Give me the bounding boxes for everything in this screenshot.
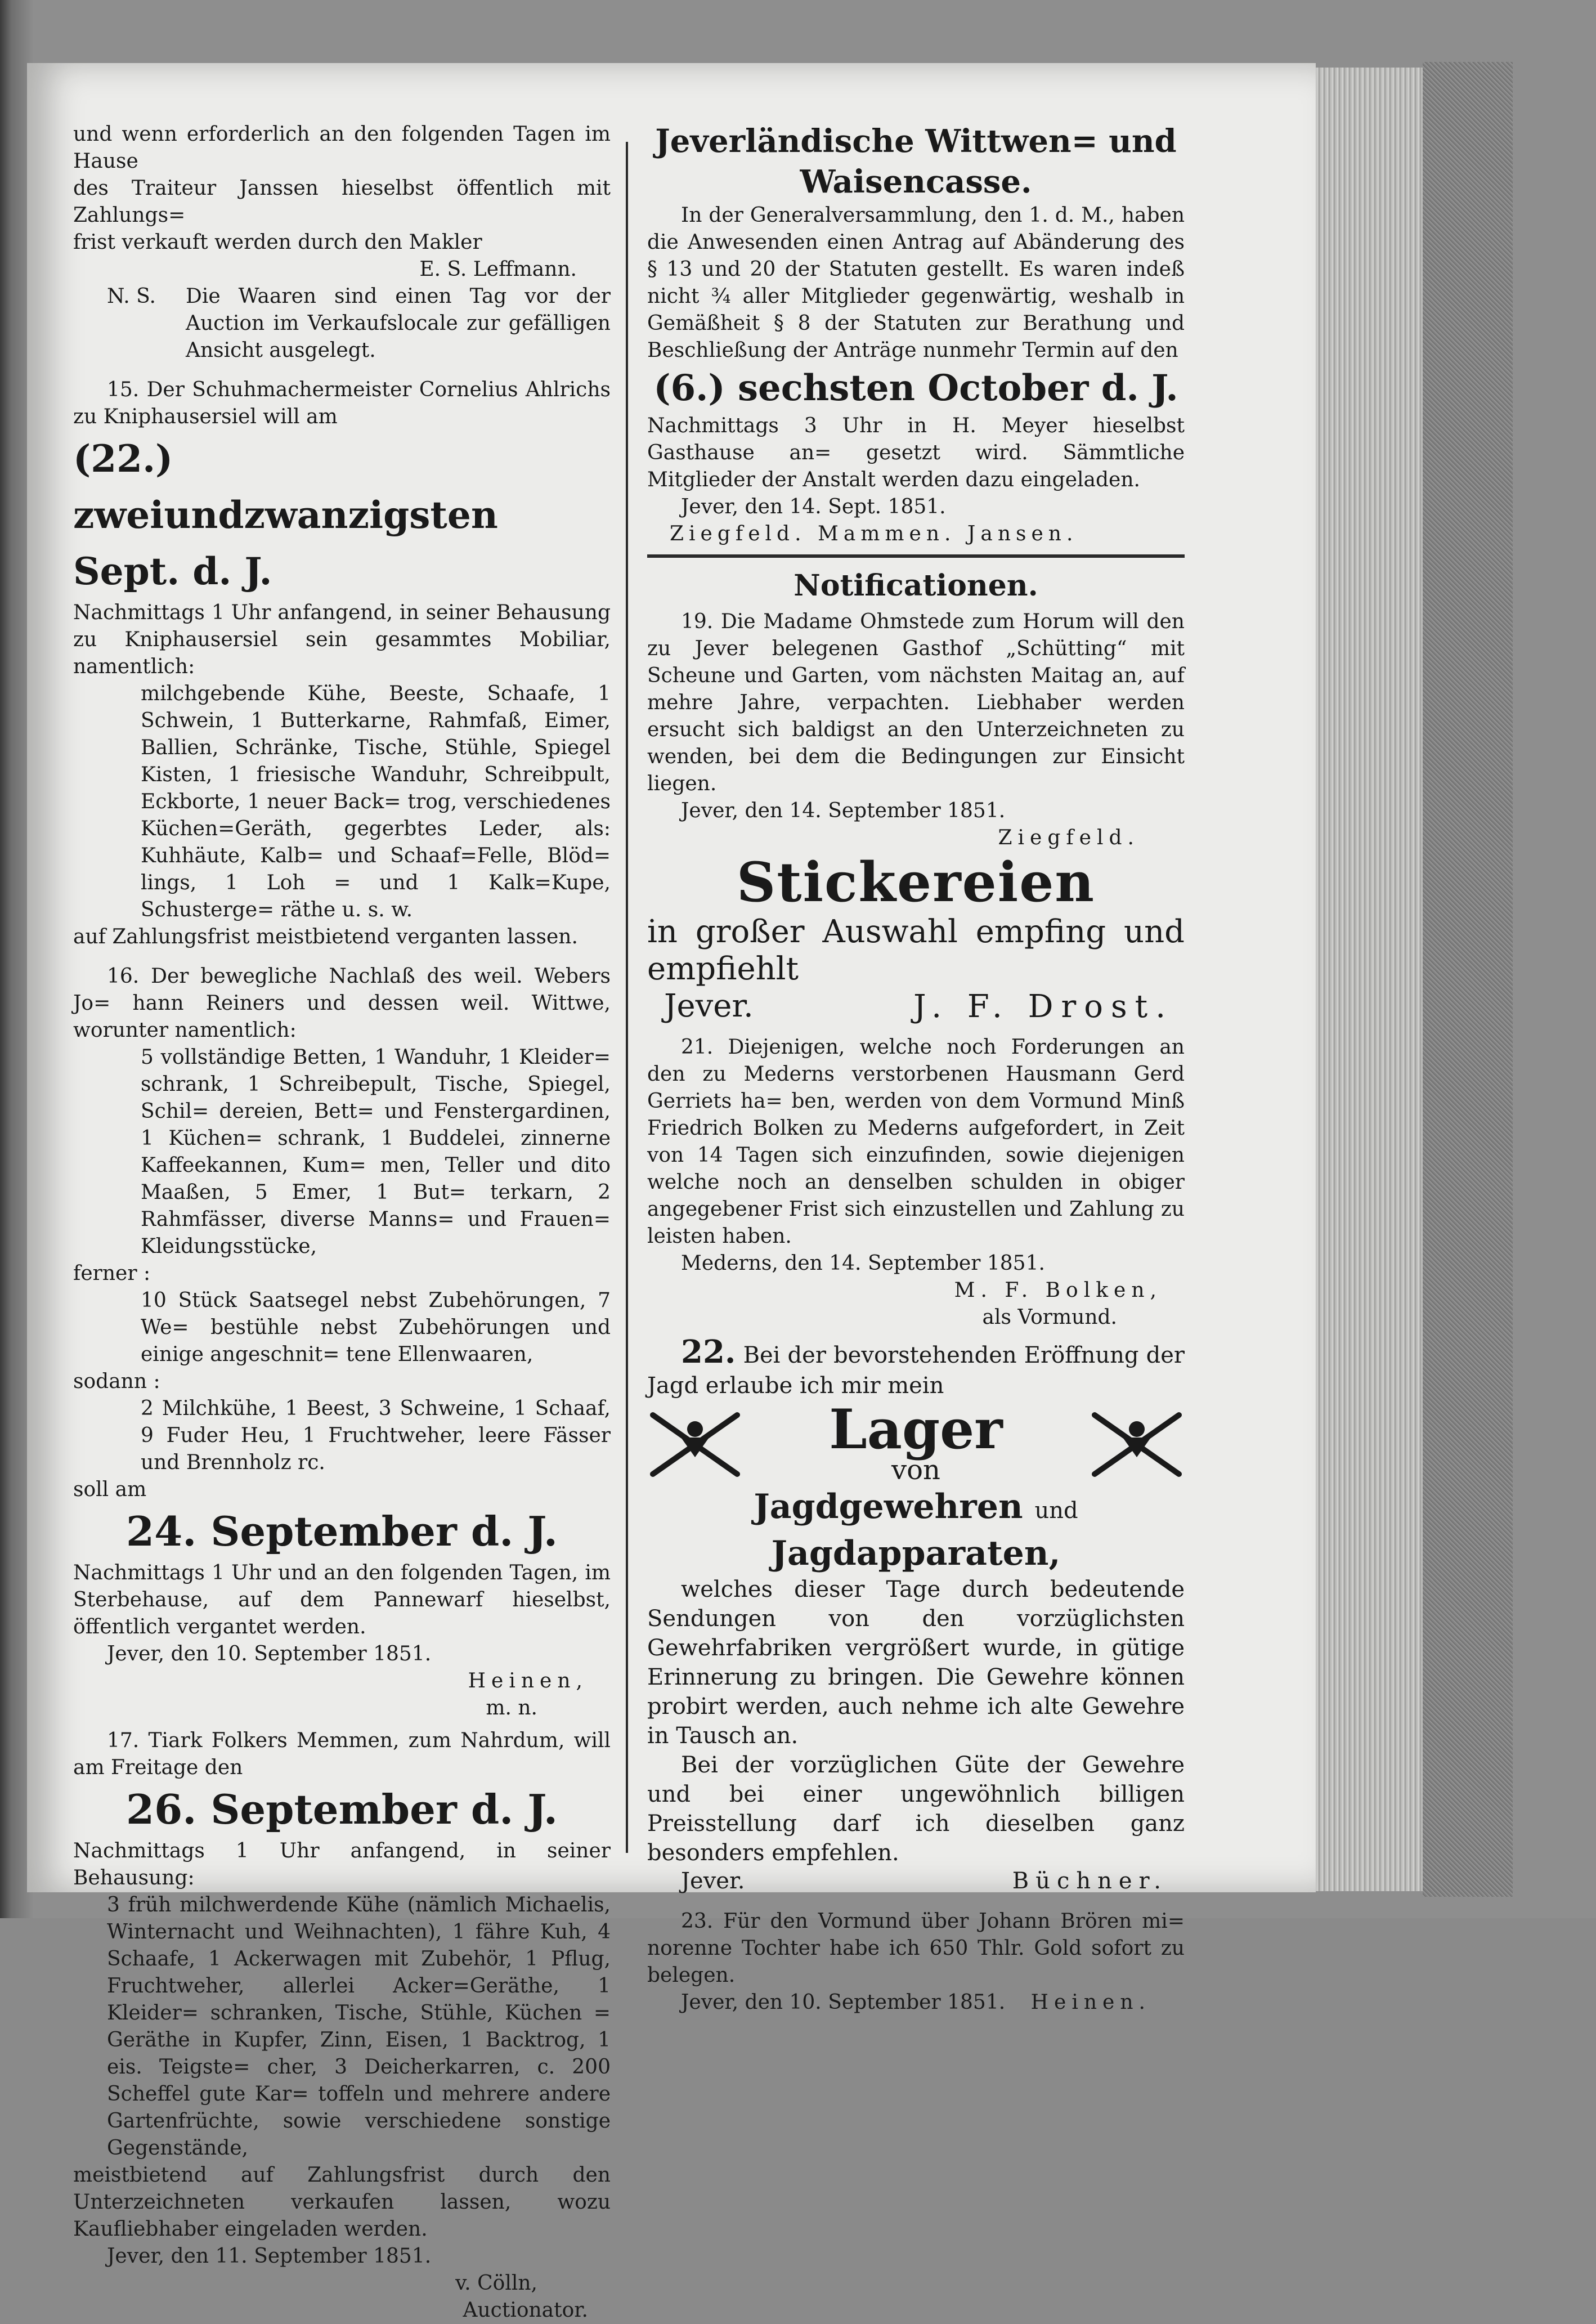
widows-fund-text-2: Nachmittags 3 Uhr in H. Meyer hieselbst Gasthause an= gesetzt wird. Sämmtliche Mitglieder der Anstalt werden dazu eingeladen. [647, 414, 1185, 491]
s15-date: (22.) zweiundzwanzigsten Sept. d. J. [73, 437, 498, 593]
s21-signature-2: als Vormund. [982, 1306, 1117, 1329]
s21-text: 21. Diejenigen, welche noch Forderungen an den zu Mederns verstorbenen Hausmann Gerd Gerriets ha= ben, werden von dem Vormund Minß Friedrich Bolken zu Mederns aufgefordert, in Zeit von 14 Tagen sich einzufinden, sowie diejenigen welche noch an denselben schulden in obiger angegebener Frist sich einzustellen und Zahlung zu leisten haben. [647, 1036, 1185, 1248]
s22-lead [647, 1333, 1185, 1401]
s17-date: 26. September d. J. [126, 1785, 558, 1833]
s16-date: 24. September d. J. [126, 1507, 558, 1555]
intro-signature: E. S. Leffmann. [419, 258, 577, 281]
s21-place: Mederns, den 14. September 1851. [681, 1252, 1045, 1275]
widows-fund-date: (6.) sechsten October d. J. [653, 367, 1178, 409]
s22-lead-text: Bei der bevorstehenden Eröffnung der Jagd erlaube ich mir mein [647, 1342, 1185, 1399]
s23-signature: Heinen. [1030, 1991, 1151, 2014]
s17-items: 3 früh milchwerdende Kühe (nämlich Michaelis, Winternacht und Weihnachten), 1 fähre Kuh, 4 Schaafe, 1 Ackerwagen mit Zubehör, 1 Pflug, Fruchtweher, allerlei Acker=Geräthe, 1 Kleider= schranken, Tische, Stühle, Küchen = Geräthe in Kupfer, Zinn, Eisen, 1 Backtrog, 1 eis. Teigste= cher, 3 Deicherkarren, c. 200 Scheffel gute Kar= toffeln und mehrere andere Gartenfrüchte, sowie verschiedene sonstige Gegenstände, [107, 1893, 611, 2160]
s23-place: Jever, den 10. September 1851. [681, 1991, 1006, 2014]
widows-fund-text: In der Generalversammlung, den 1. d. M., haben die Anwesenden einen Antrag auf Abänderung des § 13 und 20 der Statuten gestellt. Es waren indeß nicht ¾ aller Mitglieder gegenwärtig, weshalb in Gemäßheit § 8 der Statuten zur Berathung und Beschließung der Anträge nunmehr Termin auf den [647, 204, 1185, 362]
s16-soll: soll am [73, 1478, 147, 1501]
crossed-rifles-icon [1089, 1404, 1185, 1483]
ns-label: N. S. [107, 285, 156, 308]
s15-intro: Nachmittags 1 Uhr anfangend, in seiner Behausung zu Kniphausersiel sein gesammtes Mobiliar, namentlich: [73, 601, 611, 678]
section-rule [647, 554, 1185, 558]
embroidery-title: Stickereien [736, 850, 1096, 914]
embroidery-line-3: Jever. [664, 988, 754, 1024]
s22-number: 22. [681, 1333, 736, 1371]
book-cover-edge [1423, 62, 1513, 1897]
widows-fund-title-1: Jeverländische Wittwen= und [655, 123, 1177, 160]
ns-note [73, 283, 611, 364]
s22-place: Jever. [681, 1868, 745, 1894]
column-divider [626, 142, 628, 1853]
lager-center [829, 1398, 1003, 1486]
lager-von: von [891, 1454, 940, 1486]
s16-lead: 16. Der bewegliche Nachlaß des weil. Webers Jo= hann Reiners und dessen weil. Wittwe, worunter namentlich: [73, 965, 611, 1042]
s16-sodann: sodann : [73, 1370, 160, 1393]
s17-place: Jever, den 11. September 1851. [107, 2245, 432, 2268]
s16-text: Nachmittags 1 Uhr und an den folgenden Tagen, im Sterbehause, auf dem Pannewarf hieselbst, öffentlich vergantet werden. [73, 1561, 611, 1638]
s23-footer [647, 1989, 1185, 2016]
hunting-goods-line [647, 1485, 1185, 1575]
embroidery-line-2: empfiehlt [647, 951, 799, 987]
s17-intro: Nachmittags 1 Uhr anfangend, in seiner Behausung: [73, 1839, 611, 1889]
s16-signature: Heinen, [468, 1669, 588, 1692]
s16-items-1: 5 vollständige Betten, 1 Wanduhr, 1 Kleider= schrank, 1 Schreibepult, Tische, Spiegel, Schil= dereien, Bett= und Fenstergardinen, 1 Küchen= schrank, 1 Buddelei, zinnerne Kaffeekannen, Kum= men, Teller und dito Maaßen, 5 Emer, 1 But= terkarn, 2 Rahmfässer, diverse Manns= und Frauen= Kleidungsstücke, [141, 1046, 611, 1258]
intro-line-3: frist verkauft werden durch den Makler [73, 231, 482, 254]
widows-fund-title-2: Waisencasse. [800, 163, 1032, 200]
s17-lead: 17. Tiark Folkers Memmen, zum Nahrdum, will am Freitage den [73, 1729, 611, 1779]
widows-fund-signatures: Ziegfeld. Mammen. Jansen. [670, 522, 1078, 545]
right-column [647, 121, 1185, 2016]
lager-word: Lager [829, 1398, 1003, 1461]
page-edges [1316, 68, 1423, 1891]
s17-end: meistbietend auf Zahlungsfrist durch den Unterzeichneten verkaufen lassen, wozu Kaufliebhaber eingeladen werden. [73, 2164, 611, 2241]
s15-end: auf Zahlungsfrist meistbietend verganten lassen. [73, 925, 578, 948]
s16-items-3: 2 Milchkühe, 1 Beest, 3 Schweine, 1 Schaaf, 9 Fuder Heu, 1 Fruchtweher, leere Fässer und Brennholz rc. [141, 1397, 611, 1474]
s22-text-2: Bei der vorzüglichen Güte der Gewehre und bei einer ungewöhnlich billigen Preisstellung darf ich dieselben ganz besonders empfehlen. [647, 1752, 1185, 1866]
embroidery-signature: J. F. Drost. [913, 988, 1173, 1025]
ns-text: Die Waaren sind einen Tag vor der Auction im Verkaufslocale zur gefälligen Ansicht ausgelegt. [186, 285, 611, 362]
s19-text: 19. Die Madame Ohmstede zum Horum will den zu Jever belegenen Gasthof „Schütting“ mit Scheune und Garten, vom nächsten Maitag an, auf mehre Jahre, verpachten. Liebhaber werden ersucht sich baldigst an den Unterzeichneten zu wenden, bei dem die Bedingungen zur Einsicht liegen. [647, 610, 1185, 795]
s21-signature: M. F. Bolken, [954, 1279, 1162, 1302]
widows-fund-place: Jever, den 14. Sept. 1851. [681, 495, 946, 518]
s22-text: welches dieser Tage durch bedeutende Sendungen von den vorzüglichsten Gewehrfabriken vergrößert wurde, in gütige Erinnerung zu bringen. Die Gewehre können probirt werden, auch nehme ich alte Gewehre in Tausch an. [647, 1577, 1185, 1749]
s19-signature: Ziegfeld. [998, 826, 1140, 849]
s16-place: Jever, den 10. September 1851. [107, 1642, 432, 1665]
s15-items: milchgebende Kühe, Beeste, Schaafe, 1 Schwein, 1 Butterkarne, Rahmfaß, Eimer, Ballien, Schränke, Tische, Stühle, Spiegel Kisten, 1 friesische Wanduhr, Schreibpult, Eckborte, 1 neuer Back= trog, verschiedenes Küchen=Geräth, gegerbtes Leder, als: Kuhhäute, Kalb= und Schaaf=Felle, Blöd= lings, 1 Loh = und 1 Kalk=Kupe, Schusterge= räthe u. s. w. [141, 682, 611, 921]
intro-line-1: und wenn erforderlich an den folgenden Tagen im Hause [73, 123, 611, 173]
s16-ferner: ferner : [73, 1262, 151, 1285]
intro-line-2: des Traiteur Janssen hieselbst öffentlich mit Zahlungs= [73, 177, 611, 227]
s17-signature: v. Cölln, [455, 2272, 537, 2295]
s16-items-2: 10 Stück Saatsegel nebst Zubehörungen, 7 We= bestühle nebst Zubehörungen und einige angeschnit= tene Ellenwaaren, [141, 1289, 611, 1366]
left-column [73, 121, 611, 2324]
s19-place: Jever, den 14. September 1851. [681, 799, 1006, 822]
lager-banner [647, 1398, 1185, 1486]
notifications-heading: Notificationen. [793, 568, 1038, 603]
s17-signature-2: Auctionator. [463, 2299, 588, 2322]
s22-footer [647, 1868, 1185, 1895]
hunting-rifles: Jagdgewehren [754, 1487, 1023, 1526]
crossed-rifles-icon [647, 1404, 743, 1483]
s16-signature-2: m. n. [486, 1696, 537, 1720]
hunting-apparatus: Jagdapparaten, [771, 1534, 1061, 1573]
hunting-und: und [1034, 1498, 1078, 1524]
s15-lead: 15. Der Schuhmachermeister Cornelius Ahlrichs zu Kniphausersiel will am [73, 378, 611, 428]
embroidery-line-1: in großer Auswahl empfing und [647, 914, 1185, 950]
s22-signature: Büchner. [1012, 1868, 1168, 1894]
s23-text: 23. Für den Vormund über Johann Brören mi= norenne Tochter habe ich 650 Thlr. Gold sofort zu belegen. [647, 1910, 1185, 1987]
